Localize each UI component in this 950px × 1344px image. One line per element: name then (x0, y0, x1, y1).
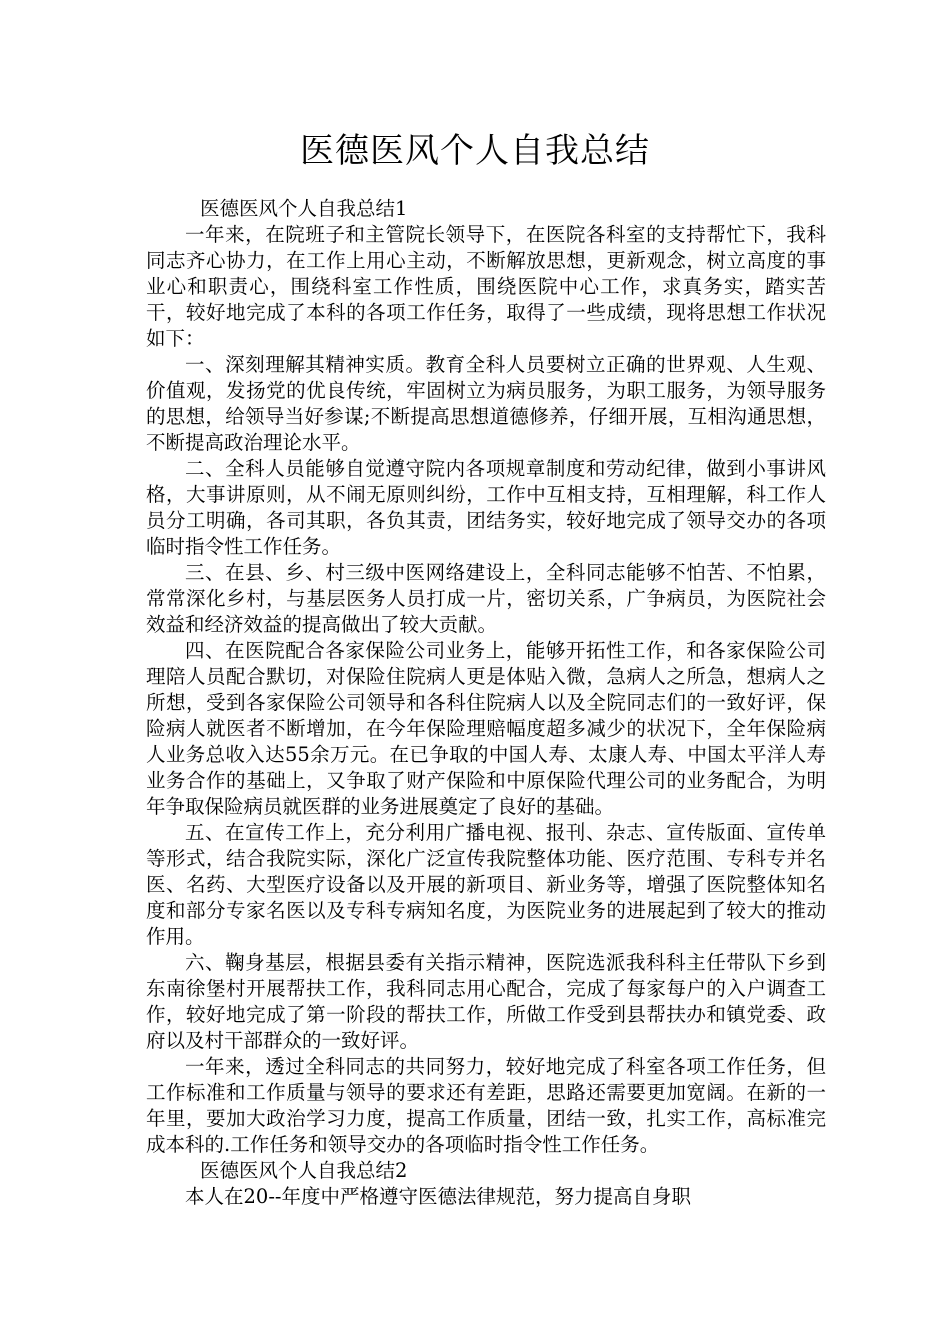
paragraph: 六、鞠身基层，根据县委有关指示精神，医院选派我科科主任带队下乡到东南徐堡村开展帮扶工作，我科同志用心配合，完成了每家每户的入户调查工作，较好地完成了第一阶段的帮扶工作，所做工作受到县帮扶办和镇党委、政府以及村干部群众的一致好评。 (146, 951, 826, 1052)
paragraph: 五、在宣传工作上，充分利用广播电视、报刊、杂志、宣传版面、宣传单等形式，结合我院实际，深化广泛宣传我院整体功能、医疗范围、专科专并名医、名药、大型医疗设备以及开展的新项目、新业务等，增强了医院整体知名度和部分专家名医以及专科专病知名度，为医院业务的进展起到了较大的推动作用。 (146, 821, 826, 948)
paragraph: 一年来，在院班子和主管院长领导下，在医院各科室的支持帮忙下，我科同志齐心协力，在工作上用心主动，不断解放思想，更新观念，树立高度的事业心和职责心，围绕科室工作性质，围绕医院中心工作，求真务实，踏实苦干，较好地完成了本科的各项工作任务，取得了一些成绩，现将思想工作状况如下： (146, 223, 826, 350)
document-body (146, 196, 826, 1210)
paragraph: 二、全科人员能够自觉遵守院内各项规章制度和劳动纪律，做到小事讲风格，大事讲原则，从不闹无原则纠纷，工作中互相支持，互相理解，科工作人员分工明确，各司其职，各负其责，团结务实，较好地完成了领导交办的各项临时指令性工作任务。 (146, 457, 826, 558)
paragraph: 本人在20--年度中严格遵守医德法律规范，努力提高自身职 (185, 1185, 691, 1208)
page-title: 医德医风个人自我总结 (300, 131, 650, 171)
paragraph: 四、在医院配合各家保险公司业务上，能够开拓性工作，和各家保险公司理陪人员配合默切，对保险住院病人更是体贴入微，急病人之所急，想病人之所想，受到各家保险公司领导和各科住院病人以及全院同志们的一致好评，保险病人就医者不断增加，在今年保险理赔幅度超多减少的状况下，全年保险病人业务总收入达55余万元。在已争取的中国人寿、太康人寿、中国太平洋人寿业务合作的基础上，又争取了财产保险和中原保险代理公司的业务配合，为明年争取保险病员就医群的业务进展奠定了良好的基础。 (146, 639, 826, 818)
section-heading: 医德医风个人自我总结2 (200, 1159, 408, 1182)
section-heading: 医德医风个人自我总结1 (200, 197, 408, 220)
paragraph: 三、在县、乡、村三级中医网络建设上，全科同志能够不怕苦、不怕累，常常深化乡村，与基层医务人员打成一片，密切关系，广争病员，为医院社会效益和经济效益的提高做出了较大贡献。 (146, 561, 826, 636)
paragraph: 一、深刻理解其精神实质。教育全科人员要树立正确的世界观、人生观、价值观，发扬党的优良传统，牢固树立为病员服务，为职工服务，为领导服务的思想，给领导当好参谋;不断提高思想道德修养，仔细开展，互相沟通思想，不断提高政治理论水平。 (146, 353, 826, 454)
paragraph: 一年来，透过全科同志的共同努力，较好地完成了科室各项工作任务，但工作标准和工作质量与领导的要求还有差距，思路还需要更加宽阔。在新的一年里，要加大政治学习力度，提高工作质量，团结一致，扎实工作，高标准完成本科的.工作任务和领导交办的各项临时指令性工作任务。 (146, 1055, 826, 1156)
